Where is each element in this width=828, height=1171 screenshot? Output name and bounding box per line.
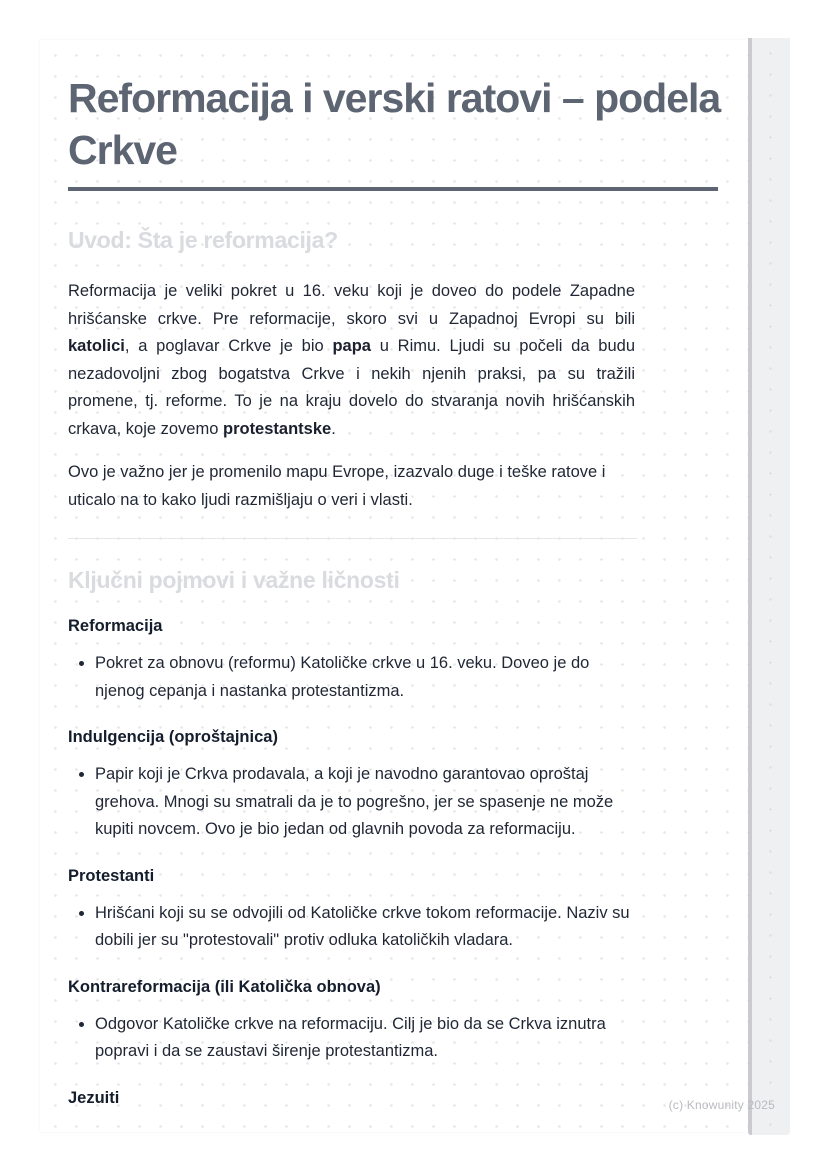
term-heading-indulgencija: Indulgencija (oproštajnica): [68, 728, 278, 746]
term-definition-list: [68, 761, 635, 844]
term-definition-item: • Hrišćani koji su se odvojili od Katoličke crkve tokom reformacije. Naziv su dobili jer su "protestovali" protiv odluka katoličkih vladara.: [95, 900, 635, 955]
bold-term-papa: papa: [332, 337, 371, 355]
term-definition-item: • Papir koji je Crkva prodavala, a koji je navodno garantovao oproštaj grehova. Mnogi su smatrali da je to pogrešno, jer se spasenje ne može kupiti novcem. Ovo je bio jedan od glavnih povoda za reformaciju.: [95, 761, 635, 844]
term-heading-reformacija: Reformacija: [68, 617, 163, 635]
intro-paragraph-1: [68, 278, 635, 443]
document-page: [40, 40, 748, 1132]
text-segment: .: [331, 419, 336, 438]
page-title: Reformacija i verski ratovi – podela Crkve: [68, 75, 721, 173]
bold-term-protestantske: protestantske: [222, 419, 332, 438]
intro-paragraph-2: Ovo je važno jer je promenilo mapu Evrope, izazvalo duge i teške ratove i uticalo na to kako ljudi razmišljaju o veri i vlasti.: [68, 463, 606, 509]
section-heading-intro: Uvod: Šta je reformacija?: [68, 227, 338, 253]
next-page-edge: [748, 38, 790, 1135]
copyright-notice: (c) Knowunity 2025: [668, 1098, 775, 1112]
term-definition-item: • Odgovor Katoličke crkve na reformaciju. Cilj je bio da se Crkva iznutra popravi i da se zaustavi širenje protestantizma.: [95, 1011, 635, 1066]
text-segment: , a poglavar Crkve je bio: [124, 337, 333, 355]
term-heading-jezuiti: Jezuiti: [68, 1088, 120, 1107]
section-heading-key-terms: Ključni pojmovi i važne ličnosti: [68, 567, 400, 593]
term-definition-list: [68, 900, 635, 955]
title-divider: [68, 187, 718, 191]
term-definition-list: [68, 1011, 635, 1066]
term-heading-protestanti: Protestanti: [68, 866, 155, 885]
text-segment: Reformacija je veliki pokret u 16. veku koji je doveo do podele Zapadne hrišćanske crkve. Pre reformacije, skoro svi u Zapadnoj Evropi su bili: [68, 282, 635, 328]
term-heading-kontrareformacija: Kontrareformacija (ili Katolička obnova): [68, 977, 381, 996]
section-divider: [68, 538, 637, 539]
term-definition-item: • Pokret za obnovu (reformu) Katoličke crkve u 16. veku. Doveo je do njenog cepanja i nastanka protestantizma.: [95, 650, 635, 705]
bold-term-katolici: katolici: [68, 337, 125, 355]
term-definition-list: [68, 650, 635, 705]
text-segment: u Rimu. Ljudi su počeli da budu nezadovoljni zbog bogatstva Crkve i nekih njenih praksi, pa su tražili promene, tj. reforme. To je na kraju dovelo do stvaranja novih hrišćanskih crkava, koje zovemo: [68, 337, 636, 438]
